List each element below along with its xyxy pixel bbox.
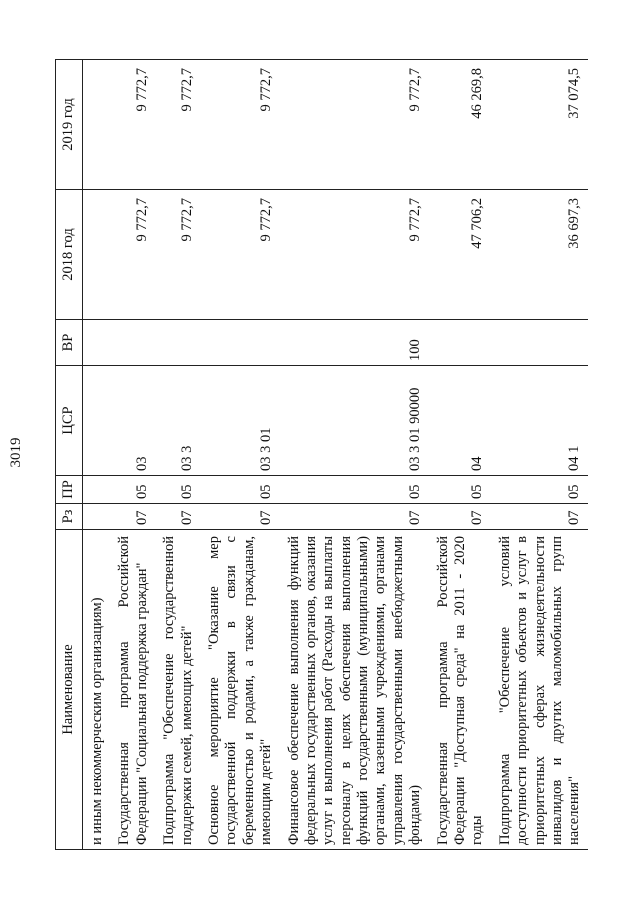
table-header-row [56,60,83,850]
table-row [491,60,588,850]
row-vr [429,320,491,366]
row-csr: 03 3 01 [200,366,280,476]
row-vr [155,320,200,366]
row-name: Государственная программа Российской Федерации "Доступная среда" на 2011 - 2020 годы [429,530,491,850]
row-pr: 05 [155,476,200,504]
row-csr: 03 3 01 90000 [280,366,429,476]
row-2018: 47 706,2 [429,190,491,320]
row-pr: 05 [280,476,429,504]
row-name: Государственная программа Российской Федерации "Социальная поддержка граждан" [110,530,155,850]
row-rz: 07 [491,504,588,530]
table-row [200,60,280,850]
header-csr: ЦСР [56,366,83,476]
header-pr: ПР [56,476,83,504]
row-csr: 03 [110,366,155,476]
row-2018: 9 772,7 [155,190,200,320]
header-2019: 2019 год [56,60,83,190]
row-name: Подпрограмма "Обеспечение условий доступности приоритетных объектов и услуг в приоритетных сферах жизнедеятельности инвалидов и других маломобильных групп населения" [491,530,588,850]
row-2018: 9 772,7 [110,190,155,320]
row-pr: 05 [429,476,491,504]
header-rz: Рз [56,504,83,530]
row-rz: 07 [280,504,429,530]
table-row [429,60,491,850]
row-2019: 9 772,7 [155,60,200,190]
budget-table [55,59,588,850]
header-2018: 2018 год [56,190,83,320]
row-2019: 9 772,7 [280,60,429,190]
row-2018: 36 697,3 [491,190,588,320]
row-vr [200,320,280,366]
row-vr [83,320,111,366]
row-name: Основное мероприятие "Оказание мер государственной поддержки в связи с беременностью и родами, а также гражданам, имеющим детей" [200,530,280,850]
row-vr [491,320,588,366]
row-rz [83,504,111,530]
row-2019: 46 269,8 [429,60,491,190]
row-csr: 04 [429,366,491,476]
row-csr: 04 1 [491,366,588,476]
table-row [280,60,429,850]
row-rz: 07 [200,504,280,530]
row-name: и иным некоммерческим организациям) [83,530,111,850]
row-vr [110,320,155,366]
row-2019: 9 772,7 [110,60,155,190]
row-pr: 05 [491,476,588,504]
row-name: Финансовое обеспечение выполнения функций федеральных государственных органов, оказания услуг и выполнения работ (Расходы на выплаты персоналу в целях обеспечения выполнения функций государственными (муниципальными) органами, казенными учреждениями, органами управления государственными внебюджетными фондами) [280,530,429,850]
row-2019: 9 772,7 [200,60,280,190]
row-pr [83,476,111,504]
header-name: Наименование [56,530,83,850]
row-csr: 03 3 [155,366,200,476]
table-row [110,60,155,850]
row-pr: 05 [110,476,155,504]
row-name: Подпрограмма "Обеспечение государственной поддержки семей, имеющих детей" [155,530,200,850]
page-number: 3019 [8,437,24,468]
table-row [155,60,200,850]
row-csr [83,366,111,476]
row-rz: 07 [429,504,491,530]
row-pr: 05 [200,476,280,504]
row-2018 [83,190,111,320]
table-row [83,60,111,850]
row-rz: 07 [110,504,155,530]
row-vr: 100 [280,320,429,366]
row-2019: 37 074,5 [491,60,588,190]
header-vr: ВР [56,320,83,366]
row-2019 [83,60,111,190]
row-rz: 07 [155,504,200,530]
row-2018: 9 772,7 [200,190,280,320]
row-2018: 9 772,7 [280,190,429,320]
